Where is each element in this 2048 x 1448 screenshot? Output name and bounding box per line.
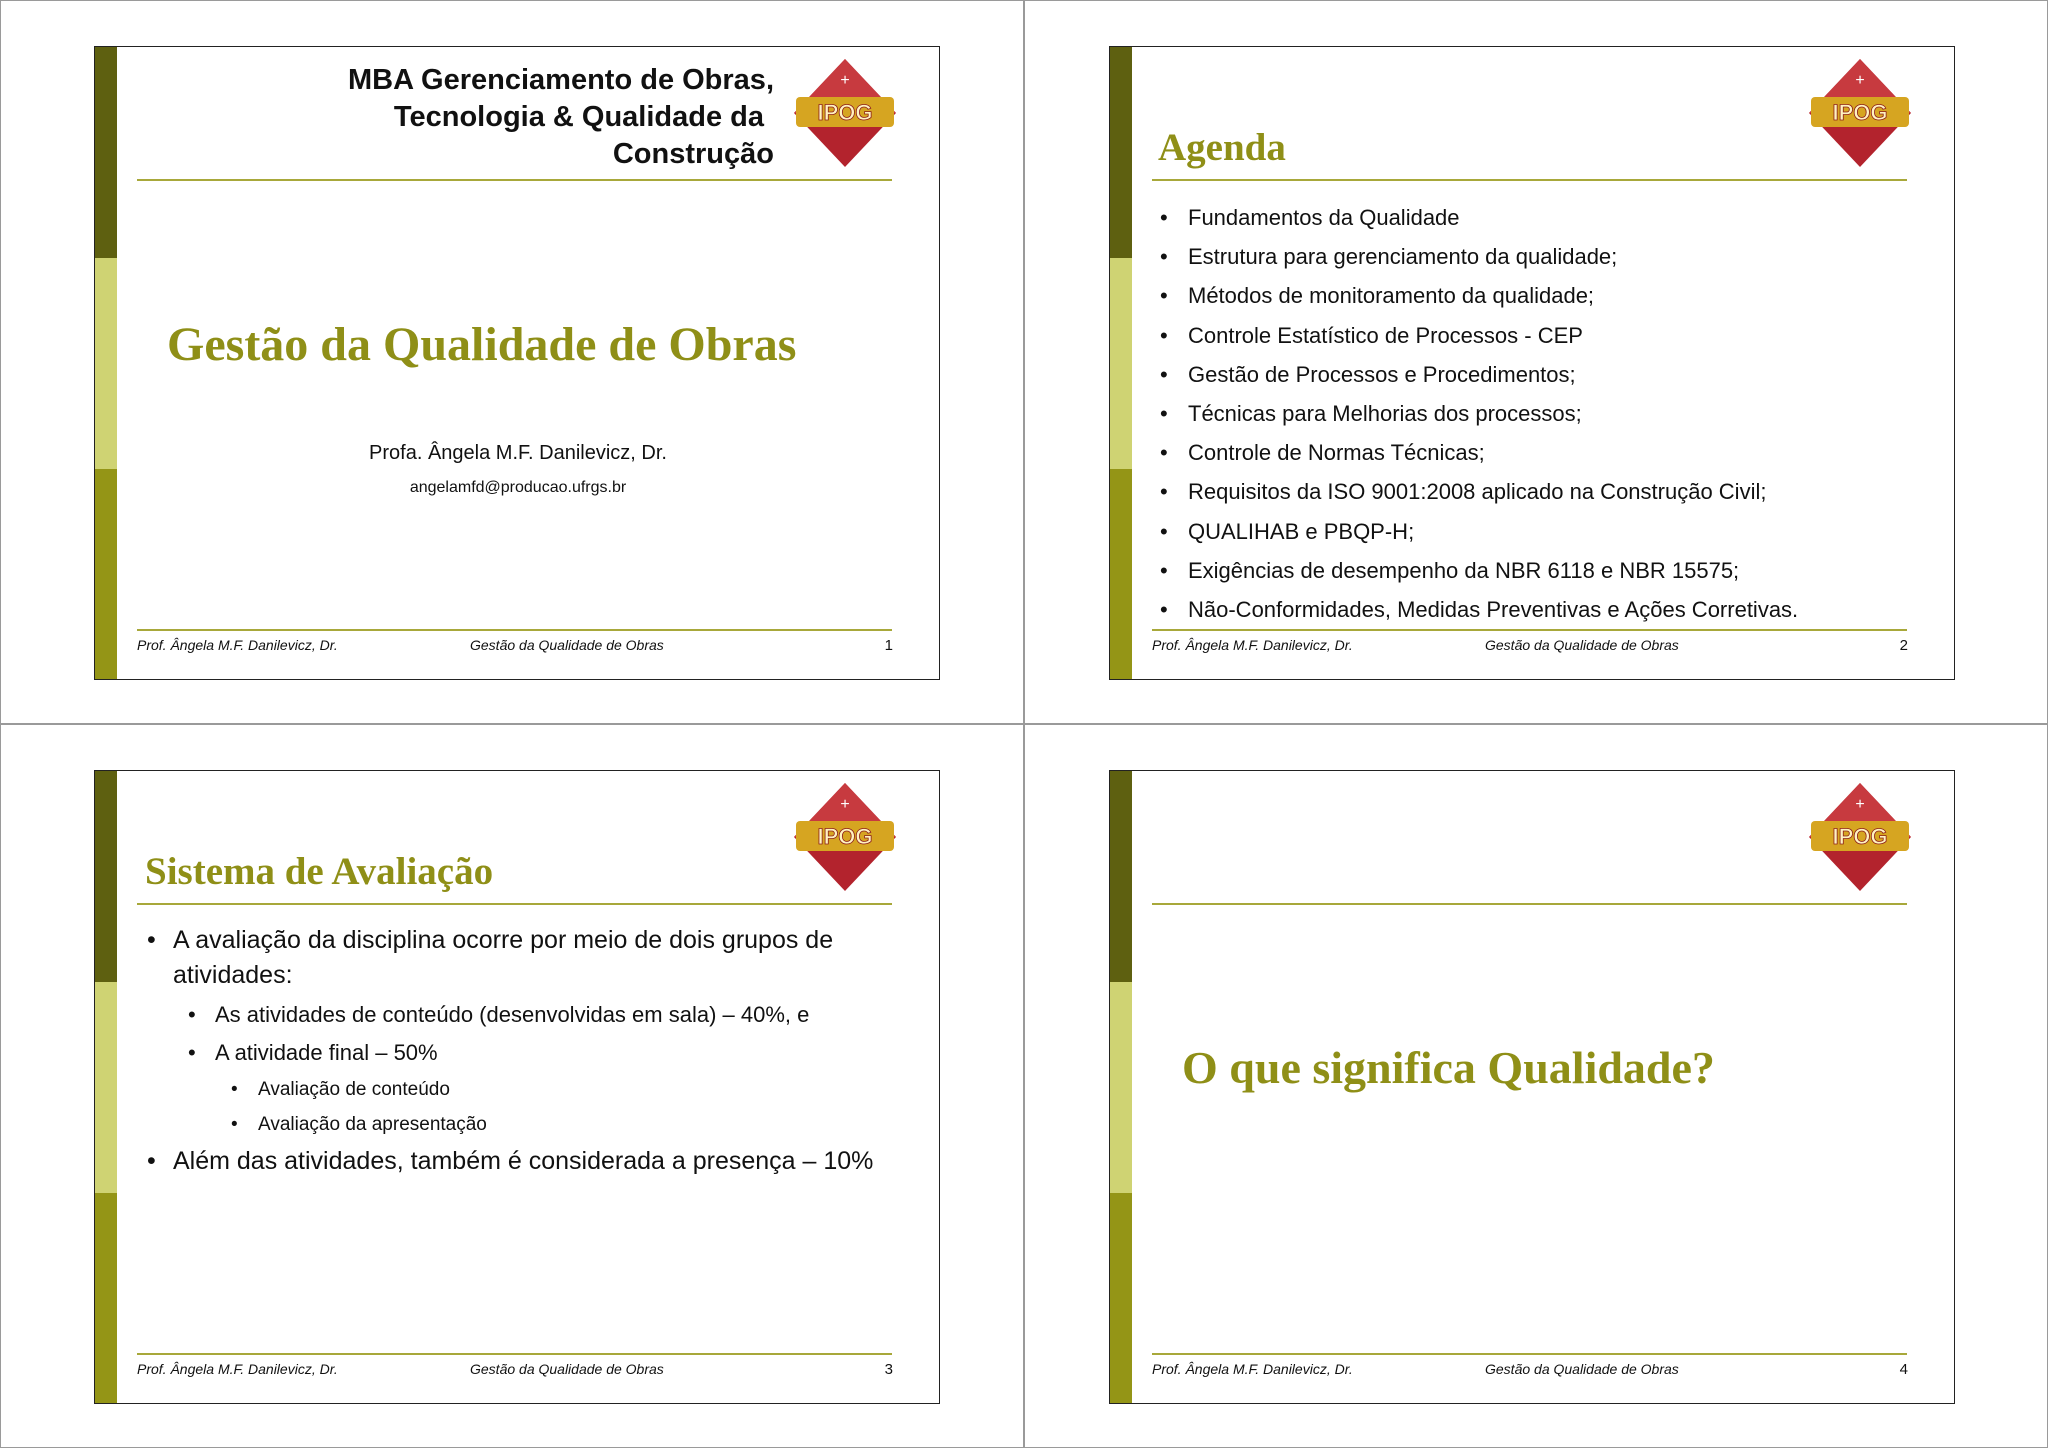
ipog-logo [1805, 57, 1915, 169]
agenda-item: • Gestão de Processos e Procedimentos; [1158, 355, 1798, 394]
author-name: Profa. Ângela M.F. Danilevicz, Dr. [369, 442, 667, 464]
footer-course: Gestão da Qualidade de Obras [470, 1361, 664, 1377]
evaluation-subsubitem: • Avaliação de conteúdo [143, 1072, 903, 1107]
logo-text: IPOG [817, 824, 873, 849]
agenda-item: • Controle de Normas Técnicas; [1158, 433, 1798, 472]
footer-course: Gestão da Qualidade de Obras [1485, 637, 1679, 653]
ipog-logo [790, 57, 900, 169]
header-rule [137, 179, 892, 181]
slide-title: Gestão da Qualidade de Obras [167, 318, 797, 371]
agenda-item: • Exigências de desempenho da NBR 6118 e NBR 15575; [1158, 551, 1798, 590]
agenda-item: • Não-Conformidades, Medidas Preventivas e Ações Corretivas. [1158, 590, 1798, 629]
mba-header-line-1: MBA Gerenciamento de Obras, [348, 64, 774, 96]
agenda-item: • Fundamentos da Qualidade [1158, 198, 1798, 237]
slide-number: 2 [1899, 637, 1908, 654]
footer-author: Prof. Ângela M.F. Danilevicz, Dr. [137, 1361, 338, 1377]
slide-2 [1109, 46, 1955, 680]
footer-author: Prof. Ângela M.F. Danilevicz, Dr. [137, 637, 338, 653]
agenda-list [1158, 198, 1798, 629]
slide-number: 3 [884, 1361, 893, 1378]
evaluation-subitem: • A atividade final – 50% [143, 1034, 903, 1072]
footer-rule [1152, 1353, 1907, 1355]
page-cell-3 [0, 724, 1024, 1448]
page-cell-2 [1024, 0, 2048, 724]
slide-title: O que significa Qualidade? [1182, 1042, 1715, 1093]
mba-header-line-2: Tecnologia & Qualidade da [393, 101, 764, 133]
slide-number: 4 [1899, 1361, 1908, 1378]
footer-author: Prof. Ângela M.F. Danilevicz, Dr. [1152, 1361, 1353, 1377]
mba-header [348, 62, 774, 173]
footer-author: Prof. Ângela M.F. Danilevicz, Dr. [1152, 637, 1353, 653]
logo-text: IPOG [817, 100, 873, 125]
author-email: angelamfd@producao.ufrgs.br [409, 479, 627, 496]
svg-text:+: + [1855, 796, 1865, 813]
slide-3 [94, 770, 940, 1404]
evaluation-list [143, 923, 903, 1179]
header-rule [1152, 903, 1907, 905]
ipog-logo [790, 781, 900, 893]
footer-rule [137, 1353, 892, 1355]
agenda-item: • Requisitos da ISO 9001:2008 aplicado na Construção Civil; [1158, 472, 1798, 511]
header-rule [137, 903, 892, 905]
evaluation-subitem: • As atividades de conteúdo (desenvolvidas em sala) – 40%, e [143, 996, 903, 1034]
page-cell-1 [0, 0, 1024, 724]
slide-accent-bar [95, 771, 117, 1403]
footer-course: Gestão da Qualidade de Obras [1485, 1361, 1679, 1377]
logo-text: IPOG [1832, 824, 1888, 849]
evaluation-item: • Além das atividades, também é considerada a presença – 10% [143, 1144, 903, 1179]
page-cell-4 [1024, 724, 2048, 1448]
slide-4 [1109, 770, 1955, 1404]
agenda-item: • Controle Estatístico de Processos - CEP [1158, 316, 1798, 355]
svg-text:+: + [1855, 72, 1865, 89]
slide-accent-bar [1110, 47, 1132, 679]
slide-accent-bar [95, 47, 117, 679]
slide-title: Sistema de Avaliação [145, 850, 494, 893]
evaluation-item: • A avaliação da disciplina ocorre por meio de dois grupos de atividades: [143, 923, 873, 993]
footer-rule [1152, 629, 1907, 631]
slide-title: Agenda [1158, 126, 1286, 169]
ipog-logo [1805, 781, 1915, 893]
agenda-item: • Técnicas para Melhorias dos processos; [1158, 394, 1798, 433]
agenda-item: • Métodos de monitoramento da qualidade; [1158, 276, 1798, 315]
footer-rule [137, 629, 892, 631]
mba-header-line-3: Construção [612, 138, 774, 170]
header-rule [1152, 179, 1907, 181]
svg-text:+: + [840, 72, 850, 89]
agenda-item: • Estrutura para gerenciamento da qualidade; [1158, 237, 1798, 276]
evaluation-subsubitem: • Avaliação da apresentação [143, 1107, 903, 1142]
slide-accent-bar [1110, 771, 1132, 1403]
slide-1 [94, 46, 940, 680]
logo-text: IPOG [1832, 100, 1888, 125]
footer-course: Gestão da Qualidade de Obras [470, 637, 664, 653]
slide-number: 1 [884, 637, 893, 654]
svg-text:+: + [840, 796, 850, 813]
agenda-item: • QUALIHAB e PBQP-H; [1158, 512, 1798, 551]
